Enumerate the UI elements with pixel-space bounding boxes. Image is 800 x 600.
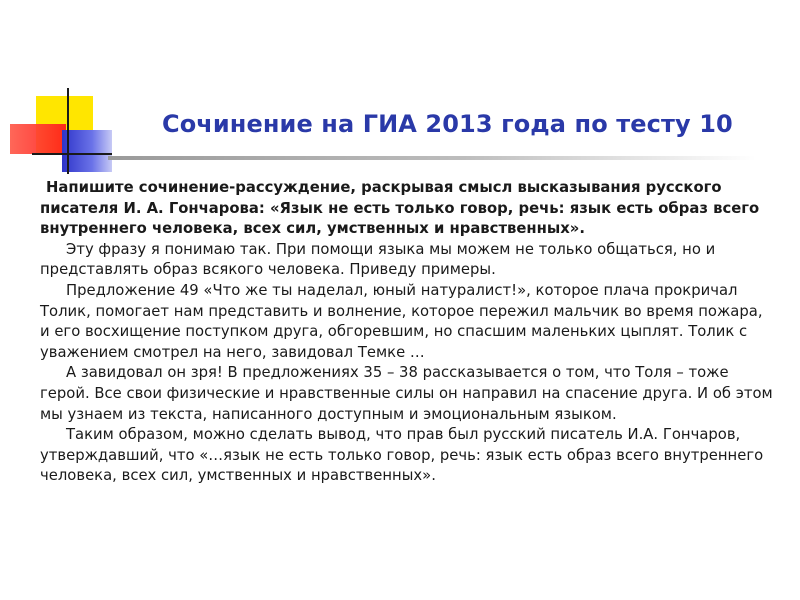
decorative-horizontal-line bbox=[32, 153, 112, 155]
task-statement: Напишите сочинение-рассуждение, раскрывая смысл высказывания русского писателя И. А. Гончарова: «Язык не есть только говор, речь: язык есть образ всего внутреннего человека, всех сил, умственных и нравственных». bbox=[40, 179, 760, 238]
essay-paragraph-3: А завидовал он зря! В предложениях 35 – 38 рассказывается о том, что Толя – тоже герой. Все свои физические и нравственные силы он направил на спасение друга. И об этом мы узнаем из текста, написанного доступным и эмоциональным языком. bbox=[40, 364, 773, 423]
slide-body bbox=[40, 178, 776, 487]
essay-paragraph-1: Эту фразу я понимаю так. При помощи языка мы можем не только общаться, но и представлять образ всякого человека. Приведу примеры. bbox=[40, 240, 716, 279]
title-underline bbox=[108, 156, 756, 160]
slide-title: Сочинение на ГИА 2013 года по тесту 10 bbox=[162, 110, 733, 138]
decorative-red-square bbox=[10, 124, 66, 154]
decorative-blue-square bbox=[62, 130, 112, 172]
decorative-vertical-line bbox=[67, 88, 69, 174]
essay-paragraph-4: Таким образом, можно сделать вывод, что прав был русский писатель И.А. Гончаров, утверждавший, что «…язык не есть только говор, речь: язык есть образ всего внутреннего человека, всех сил, умственных и нравственных». bbox=[40, 426, 764, 485]
essay-paragraph-2: Предложение 49 «Что же ты наделал, юный натуралист!», которое плача прокричал Толик, помогает нам представить и волнение, которое пережил мальчик во время пожара, и его восхищение поступком друга, обгоревшим, но спасшим маленьких цыплят. Толик с уважением смотрел на него, завидовал Темке … bbox=[40, 281, 763, 361]
